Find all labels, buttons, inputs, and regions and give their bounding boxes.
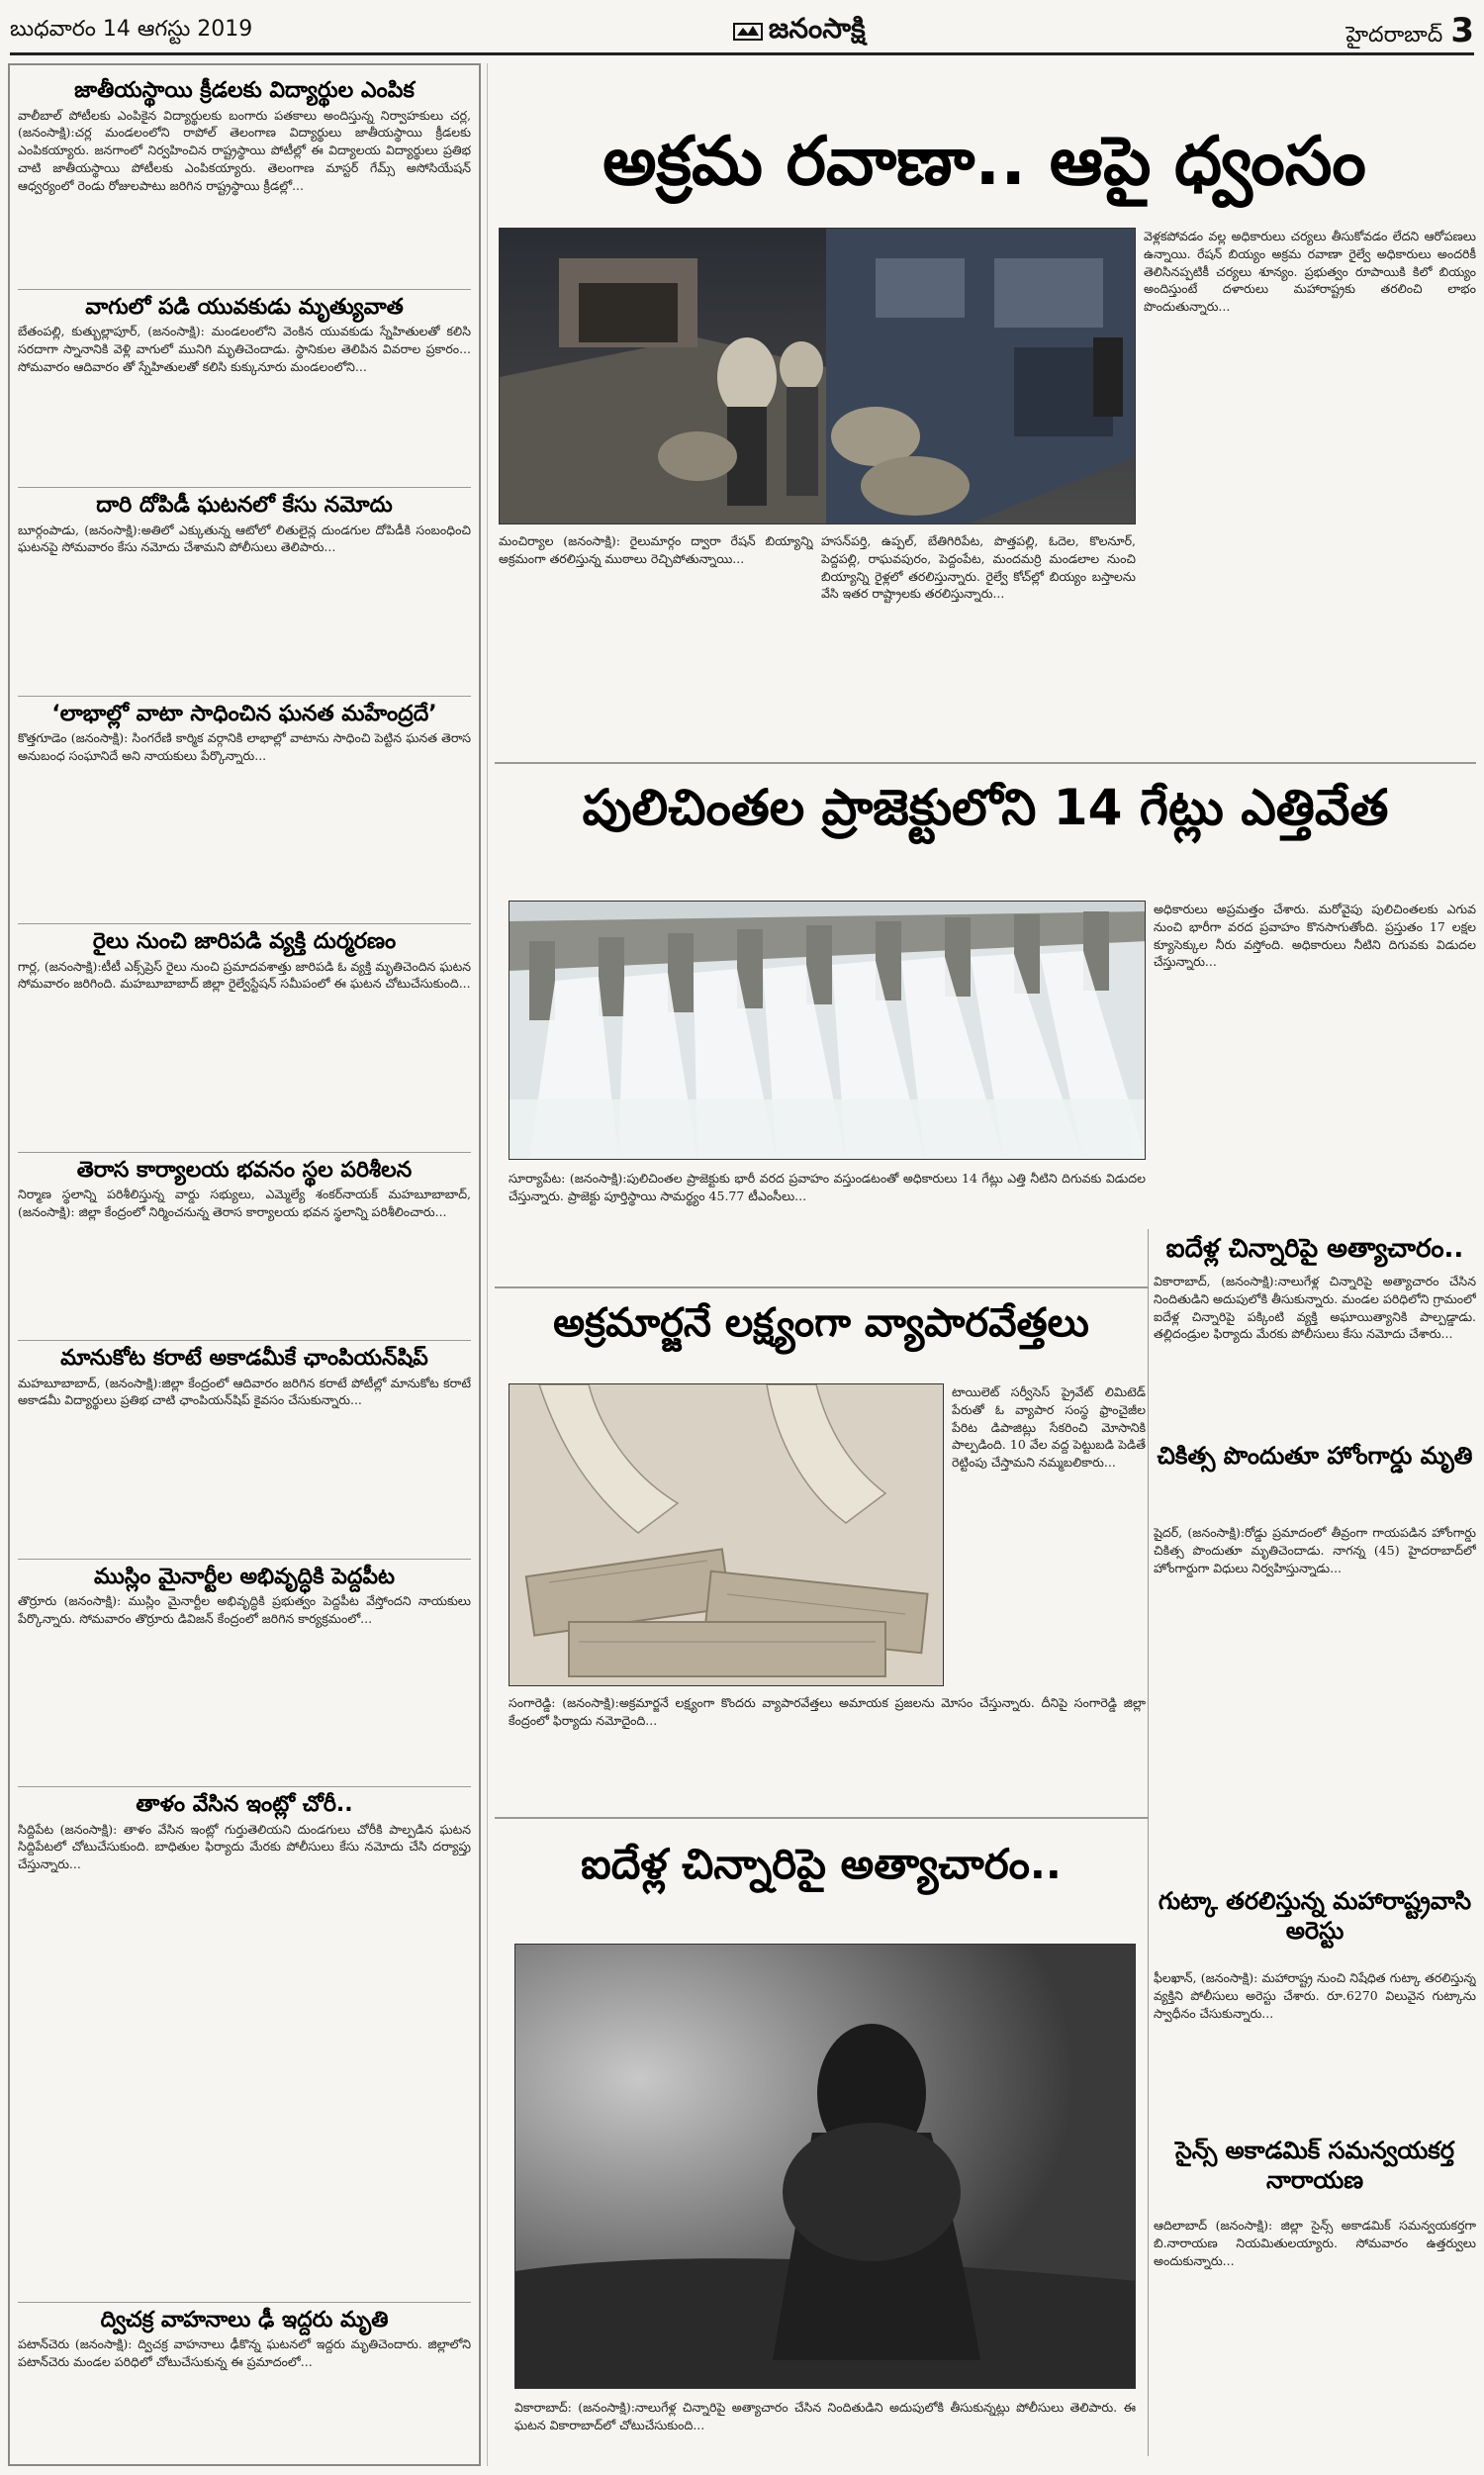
left-story	[18, 1786, 471, 2296]
left-story-body: వాలీబాల్ పోటీలకు ఎంపికైన విద్యార్థులకు బంగారు పతకాలు అందిస్తున్న నిర్వాహకులు చర్ల, (జనంసాక్షి):చర్ల మండలంలోని రాపోల్ తెలంగాణ విద్యార్థులు జాతీయస్థాయి క్రీడలకు ఎంపికయ్యారు. జనగాంలో నిర్వహించిన రాష్ట్రస్థాయి పోటీల్లో ఈ విద్యాలయ విద్యార్థులు ప్రతిభ చాటి జాతీయస్థాయి పోటీలకు ఎంపికయ్యారు. తెలంగాణ మాస్టర్ గేమ్స్ అసోసియేషన్ ఆధ్వర్యంలో రెండు రోజులపాటు జరిగిన రాష్ట్రస్థాయి క్రీడల్లో...	[18, 107, 471, 193]
pulichintala-headline: పులిచింతల ప్రాజెక్టులోని 14 గేట్లు ఎత్తివేత	[582, 782, 1389, 836]
money-hands-photo	[509, 1383, 944, 1686]
lead-headline: అక్రమ రవాణా.. ఆపై ధ్వంసం	[603, 127, 1366, 201]
lead-photo-caption: మంచిర్యాల (జనంసాక్షి): రైలుమార్గం ద్వారా రేషన్ బియ్యాన్ని అక్రమంగా తరలిస్తున్న ముఠాలు రెచ్చిపోతున్నాయి...	[499, 533, 813, 566]
left-news-column	[8, 63, 481, 2466]
left-story	[18, 1559, 471, 1781]
business-caption: సంగారెడ్డి: (జనంసాక్షి):అక్రమార్జనే లక్ష్యంగా కొందరు వ్యాపారవేత్తలు అమాయక ప్రజలను మోసం చేస్తున్నారు. దీనిపై సంగారెడ్డి జిల్లా కేంద్రంలో ఫిర్యాదు నమోదైంది...	[509, 1695, 1146, 1728]
masthead-city-page	[1345, 11, 1474, 52]
logo-text: జనంసాక్షి	[768, 11, 866, 45]
masthead	[10, 10, 1474, 55]
left-story-body: నిర్మాణ స్థలాన్ని పరిశీలిస్తున్న వార్డు సభ్యులు, ఎమ్మెల్యే శంకర్‌నాయక్ మహబూబాబాద్, (జనంసాక్షి): జిల్లా కేంద్రంలో నిర్మించనున్న తెరాస కార్యాలయ భవన స్థలాన్ని పరిశీలించారు...	[18, 1187, 471, 1219]
left-story-body: కొత్తగూడెం (జనంసాక్షి): సింగరేణి కార్మిక వర్గానికి లాభాల్లో వాటాను సాధించి పెట్టిన ఘనత తెరాస అనుబంధ సంఘానిదే అని నాయకులు పేర్కొన్నారు...	[18, 730, 471, 763]
lead-photo-railway	[499, 228, 1136, 524]
page-number: 3	[1450, 10, 1474, 50]
left-story-headline: తాళం వేసిన ఇంట్లో చోరీ..	[18, 1786, 471, 1819]
newspaper-logo	[733, 12, 866, 51]
column-divider	[1148, 1229, 1149, 2456]
child-story-headline: ఐదేళ్ల చిన్నారిపై అత్యాచారం..	[581, 1843, 1062, 1888]
left-story-headline: వాగులో పడి యువకుడు మృత్యువాత	[18, 289, 471, 322]
left-story-headline: దారి దోపిడీ ఘటనలో కేసు నమోదు	[18, 487, 471, 520]
column-divider	[487, 63, 488, 2466]
brief-headline: చికిత్స పొందుతూ హోంగార్డు మృతి	[1157, 1442, 1473, 1470]
left-story-body: తొర్రూరు (జనంసాక్షి): ముస్లిం మైనార్టీల అభివృద్ధికి ప్రభుత్వం పెద్దపీట వేస్తోందని నాయకులు పేర్కొన్నారు. సోమవారం తొర్రూరు డివిజన్ కేంద్రంలో జరిగిన కార్యక్రమంలో...	[18, 1593, 471, 1626]
section-divider	[495, 762, 1476, 764]
left-story-headline: ‘లాభాల్లో వాటా సాధించిన ఘనత మహేంద్రదే’	[18, 696, 471, 728]
brief-headline: ఐదేళ్ల చిన్నారిపై అత్యాచారం..	[1165, 1234, 1464, 1264]
dam-gates-photo	[509, 901, 1146, 1160]
left-story	[18, 487, 471, 690]
left-story-headline: జాతీయస్థాయి క్రీడలకు విద్యార్థుల ఎంపిక	[74, 78, 415, 103]
left-story-body: బూర్గంపాడు, (జనంసాక్షి):అతిలో ఎక్కుతున్న ఆటోలో లితులైన్ల దుండగుల దోపిడీకి సంబంధించి ఘటనపై సోమవారం కేసు నమోదు చేశామని పోలీసులు తెలిపారు...	[18, 522, 471, 555]
left-story-body: సిద్దిపేట (జనంసాక్షి): తాళం వేసిన ఇంట్లో గుర్తుతెలియని దుండగులు చోరీకి పాల్పడిన ఘటన సిద్దిపేటలో చోటుచేసుకుంది. బాధితుల ఫిర్యాదు మేరకు పోలీసులు కేసు నమోదు చేసి దర్యాప్తు చేస్తున్నారు...	[18, 1821, 471, 1871]
left-story-body: మహబూబాబాద్, (జనంసాక్షి):జిల్లా కేంద్రంలో ఆదివారం జరిగిన కరాటే పోటీల్లో మానుకోట కరాటే అకాడమీ విద్యార్థులు ప్రతిభ చాటి ఛాంపియన్‌షిప్ కైవసం చేసుకున్నారు...	[18, 1375, 471, 1408]
left-story-body: పటాన్‌చెరు (జనంసాక్షి): ద్విచక్ర వాహనాలు ఢీకొన్న ఘటనలో ఇద్దరు మృతిచెందారు. జిల్లాలోని పటాన్‌చెరు మండల పరిధిలో చోటుచేసుకున్న ఈ ప్రమాదంలో...	[18, 2336, 471, 2369]
lead-story-col2: హసన్‌పర్తి, ఉప్పల్, బేతిగిరిపేట, పొత్తపల్లి, ఓదెల, కొలనూర్, పెద్దపల్లి, రాఘవపురం, పెద్దంపేట, మందమర్రి మండలాల నుంచి బియ్యాన్ని రైళ్లలో తరలిస్తున్నారు. రైల్వే కోచ్‌ల్లో బియ్యం బస్తాలను వేసి ఇతర రాష్ట్రాలకు తరలిస్తున్నారు...	[821, 533, 1136, 602]
left-story	[18, 696, 471, 918]
brief-headline: గుట్కా తరలిస్తున్న మహారాష్ట్రవాసి అరెస్టు	[1158, 1887, 1472, 1945]
section-divider	[495, 1817, 1148, 1819]
lead-story-col3: వెళ్లకపోవడం వల్ల అధికారులు చర్యలు తీసుకోవడం లేదని ఆరోపణలు ఉన్నాయి. రేషన్ బియ్యం అక్రమ రవాణా రైల్వే అధికారులు అందరికీ తెలిసినప్పటికీ చర్యలు శూన్యం. ప్రభుత్వం రూపాయికి కిలో బియ్యం అందిస్తుంటే దళారులు మహారాష్ట్రకు తరలించి లాభం పొందుతున్నారు...	[1144, 229, 1476, 314]
left-story	[18, 289, 471, 482]
brief-body: వికారాబాద్, (జనంసాక్షి):నాలుగేళ్ల చిన్నారిపై అత్యాచారం చేసిన నిందితుడిని అదుపులోకి తీసుకున్నారు. మండల పరిధిలోని గ్రామంలో ఐదేళ్ల చిన్నారిపై పక్కింటి వ్యక్తి అఘాయిత్యానికి పాల్పడ్డాడు. తల్లిదండ్రుల ఫిర్యాదు మేరకు పోలీసులు కేసు నమోదు చేశారు...	[1154, 1274, 1476, 1342]
child-story-caption: వికారాబాద్: (జనంసాక్షి):నాలుగేళ్ల చిన్నారిపై అత్యాచారం చేసిన నిందితుడిని అదుపులోకి తీసుకున్నట్లు పోలీసులు తెలిపారు. ఈ ఘటన వికారాబాద్‌లో చోటుచేసుకుంది...	[514, 2400, 1136, 2432]
left-story	[18, 1340, 471, 1553]
left-story	[18, 1152, 471, 1335]
brief-headline: సైన్స్ అకాడమిక్ సమన్వయకర్త నారాయణ	[1174, 2137, 1455, 2194]
pulichintala-right-text: అధికారులు అప్రమత్తం చేశారు. మరోవైపు పులిచింతలకు ఎగువ నుంచి భారీగా వరద ప్రవాహం కొనసాగుతోంది. ప్రస్తుతం 17 లక్షల క్యూసెక్కుల నీరు వస్తోంది. అధికారులు నీటిని దిగువకు విడుదల చేస్తున్నారు...	[1154, 902, 1476, 970]
brief-body: ఆదిలాబాద్ (జనంసాక్షి): జిల్లా సైన్స్ అకాడమిక్ సమన్వయకర్తగా బి.నారాయణ నియమితులయ్యారు. సోమవారం ఉత్తర్వులు అందుకున్నారు...	[1154, 2218, 1476, 2268]
edition-city: హైదరాబాద్	[1345, 22, 1443, 48]
business-headline: అక్రమార్జనే లక్ష్యంగా వ్యాపారవేత్తలు	[553, 1302, 1089, 1346]
business-side-text: టాయిలెట్ సర్వీసెస్ ప్రైవేట్ లిమిటెడ్ పేరుతో ఓ వ్యాపార సంస్థ ఫ్రాంచైజీల పేరిట డిపాజిట్లు సేకరించి మోసానికి పాల్పడింది. 10 వేల వద్ద పెట్టుబడి పెడితే రెట్టింపు చేస్తామని నమ్మబలికారు...	[952, 1384, 1146, 1470]
left-story-body: గార్ల, (జనంసాక్షి):టీటీ ఎక్స్‌ప్రెస్ రైలు నుంచి ప్రమాదవశాత్తు జారిపడి ఓ వ్యక్తి మృతిచెందిన ఘటన సోమవారం జరిగింది. మహబూబాబాద్ జిల్లా రైల్వేస్టేషన్ సమీపంలో ఈ ఘటన చోటుచేసుకుంది...	[18, 958, 471, 992]
logo-emblem-icon	[733, 20, 763, 44]
left-story-headline: మానుకోట కరాటే అకాడమీకే ఛాంపియన్‌షిప్	[18, 1340, 471, 1373]
pulichintala-caption: సూర్యాపేట: (జనంసాక్షి):పులిచింతల ప్రాజెక్టుకు భారీ వరద ప్రవాహం వస్తుండటంతో అధికారులు 14 గేట్లు ఎత్తి నీటిని దిగువకు విడుదల చేస్తున్నారు. ప్రాజెక్టు పూర్తిస్థాయి సామర్థ్యం 45.77 టీఎంసీలు...	[509, 1171, 1146, 1203]
issue-date: బుధవారం 14 ఆగస్టు 2019	[10, 16, 253, 42]
left-story	[18, 923, 471, 1146]
section-divider	[495, 1286, 1148, 1288]
brief-body: ఫీలఖాన్, (జనంసాక్షి): మహారాష్ట్ర నుంచి నిషేధిత గుట్కా తరలిస్తున్న వ్యక్తిని పోలీసులు అరెస్టు చేశారు. రూ.6270 విలువైన గుట్కాను స్వాధీనం చేసుకున్నారు...	[1154, 1970, 1476, 2021]
left-story-body: బేతంపల్లి, కుత్బుల్లాపూర్, (జనంసాక్షి): మండలంలోని వెంకిన యువకుడు స్నేహితులతో కలిసి సరదాగా స్నానానికి వెళ్లి వాగులో మునిగి మృతిచెందాడు. స్థానికుల తెలిపిన వివరాల ప్రకారం... సోమవారం ఆదివారం తో స్నేహితులతో కలిసి కుక్కునూరు మండలంలోని...	[18, 324, 471, 374]
left-story-headline: ద్విచక్ర వాహనాలు ఢీ ఇద్దరు మృతి	[18, 2302, 471, 2334]
left-story-headline: ముస్లిం మైనార్టీల అభివృద్ధికి పెద్దపీట	[18, 1559, 471, 1591]
brief-body: షైదర్, (జనంసాక్షి):రోడ్డు ప్రమాదంలో తీవ్రంగా గాయపడిన హోంగార్డు చికిత్స పొందుతూ మృతిచెందాడు. నాగన్న (45) హైదరాబాద్‌లో హోంగార్డుగా విధులు నిర్వహిస్తున్నాడు...	[1154, 1525, 1476, 1575]
left-story-headline: రైలు నుంచి జారిపడి వ్యక్తి దుర్మరణం	[18, 923, 471, 956]
child-silhouette-photo	[514, 1944, 1136, 2389]
left-story	[18, 2302, 471, 2467]
left-story-headline: తెరాస కార్యాలయ భవనం స్థల పరిశీలన	[18, 1152, 471, 1185]
left-story	[18, 73, 471, 283]
